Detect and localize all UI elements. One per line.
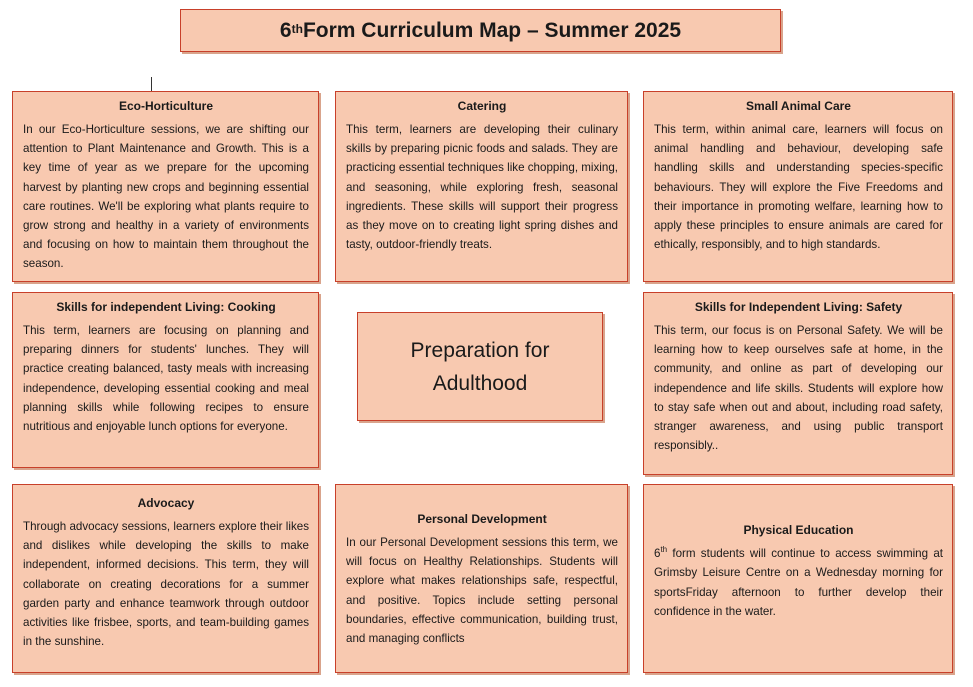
card-eco-horticulture [12,91,319,282]
card-advocacy [12,484,319,673]
pe-body-prefix: 6 [654,547,661,561]
card-heading: Advocacy [137,496,195,510]
title-text: Form Curriculum Map – Summer 2025 [302,18,682,42]
card-body [654,544,943,621]
card-personal-development [335,484,628,673]
title-prefix: 6 [279,18,292,42]
card-independent-living-safety [643,292,953,475]
center-theme-line1: Preparation for [410,338,550,362]
card-body: In our Eco-Horticulture sessions, we are shifting our attention to Plant Maintenance and Growth. This is a key time of year as we prepare for the upcoming harvest by planting new crops and beginning essential care routines. We'll be exploring what plants require to grow strong and healthy in a variety of environments and focusing on how to maintain them throughout the season. [23,123,309,271]
card-heading: Small Animal Care [746,99,851,113]
card-physical-education [643,484,953,673]
card-heading: Physical Education [743,523,854,538]
card-heading: Catering [457,99,507,113]
card-body: In our Personal Development sessions this term, we will focus on Healthy Relationships. Students will explore what makes relationships safe, respectful, and positive. Topics include setting personal boundaries, effective communication, building trust, and managing conflicts [346,535,618,645]
center-theme-line2: Adulthood [432,371,528,395]
card-body: Through advocacy sessions, learners explore their likes and dislikes while developing the skills to make independent, informed decisions. This term, they will collaborate on creating decorations for a summer garden party and enhance teamwork through outdoor activities like frisbee, sports, and team-building games in the sunshine. [23,520,309,649]
pe-body-superscript: th [660,545,668,555]
card-body: This term, within animal care, learners will focus on animal handling and behaviour, developing safe handling skills and understanding species-specific behaviours. They will explore the Five Freedoms and their importance in promoting welfare, learning how to apply these principles to ensure animals are cared for ethically, responsibly, and to high standards. [654,123,943,252]
card-body: This term, learners are focusing on planning and preparing dinners for students' lunches. They will practice creating balanced, tasty meals with increasing independence, developing essential cooking and meal planning skills while following recipes to ensure nutritious and enjoyable lunch options for everyone. [23,324,309,434]
pe-body-text: form students will continue to access swimming at Grimsby Leisure Centre on a Wednesday morning for sportsFriday afternoon to further develop their confidence in the water. [654,547,943,618]
card-catering [335,91,628,282]
card-body: This term, our focus is on Personal Safety. We will be learning how to keep ourselves safe at home, in the community, and online as part of developing our independence and life skills. Students will explore how to stay safe when out and about, including road safety, stranger awareness, and using public transport responsibly.. [654,324,943,453]
card-heading: Skills for independent Living: Cooking [56,300,276,314]
card-heading: Skills for Independent Living: Safety [694,300,903,314]
card-heading: Personal Development [417,511,547,526]
title-superscript: th [291,21,303,36]
center-theme-box [357,312,603,421]
card-heading: Eco-Horticulture [118,99,213,113]
page-title [180,9,781,52]
card-body: This term, learners are developing their culinary skills by preparing picnic foods and salads. They are practicing essential techniques like chopping, mixing, and seasoning, while exploring fresh, seasonal ingredients. These skills will support their progress as they move on to creating light spring dishes and tasty, outdoor-friendly treats. [346,123,618,252]
card-independent-living-cooking [12,292,319,468]
connector-line [151,77,152,91]
card-small-animal-care [643,91,953,282]
